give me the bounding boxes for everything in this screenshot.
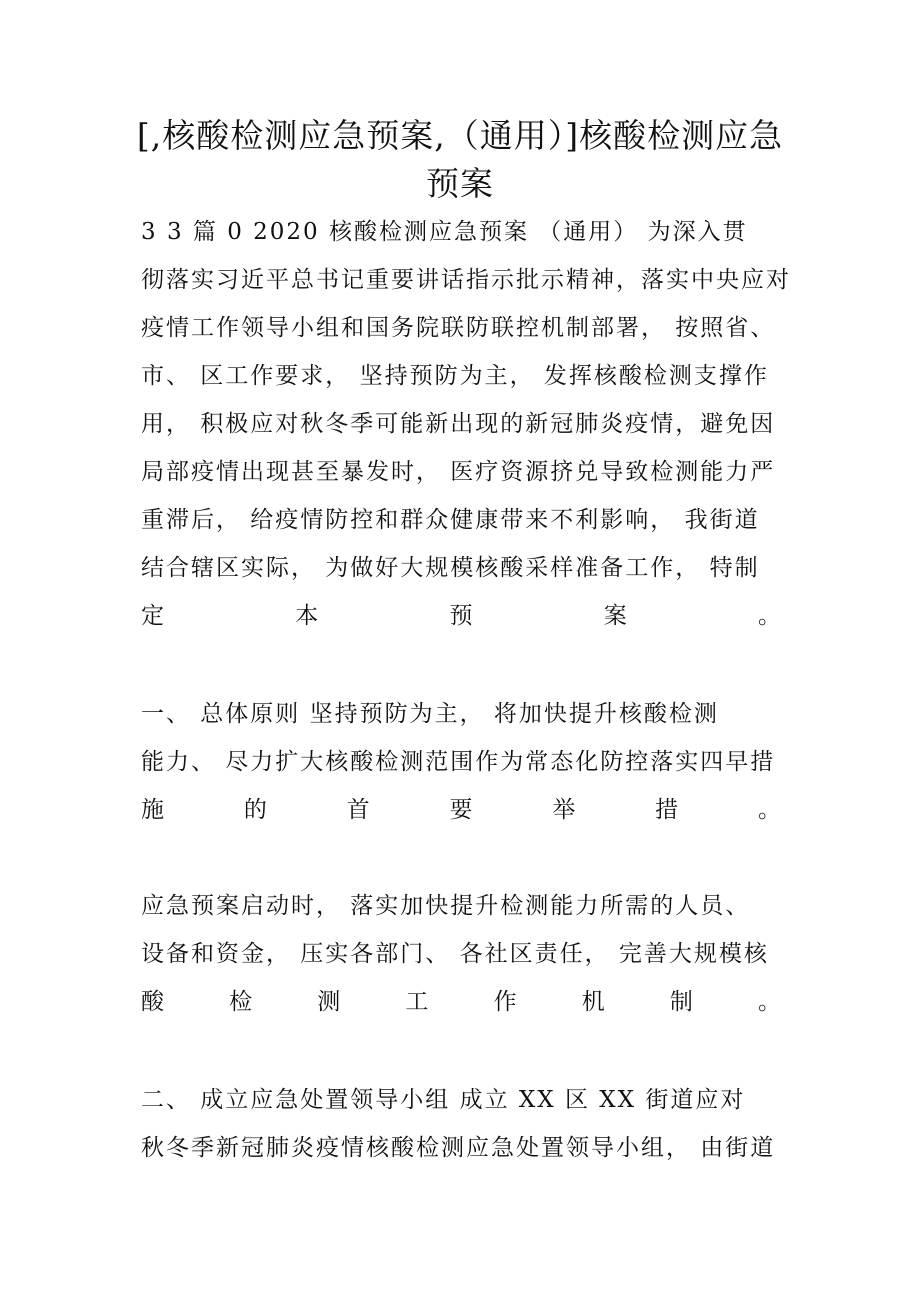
paragraph-line: 重滞后， 给疫情防控和群众健康带来不利影响， 我街道: [141, 507, 760, 533]
paragraph-line: 用， 积极应对秋冬季可能新出现的新冠肺炎疫情，避免因: [141, 411, 776, 437]
word: 定: [141, 603, 164, 629]
word: 案: [603, 603, 627, 629]
paragraph-line: 3 3 篇 0 2020 核酸检测应急预案 （通用） 为深入贯: [141, 219, 748, 245]
paragraph-last-line: [141, 600, 781, 632]
paragraph-line: 局部疫情出现甚至暴发时， 医疗资源挤兑导致检测能力严: [141, 459, 776, 485]
word: 工: [405, 989, 429, 1015]
paragraph-line: 疫情工作领导小组和国务院联防联控机制部署， 按照省、: [141, 315, 776, 341]
word: 措: [655, 797, 679, 823]
word: 本: [295, 603, 319, 629]
section-1-line: 能力、 尽力扩大核酸检测范围作为常态化防控落实四早措: [141, 749, 776, 775]
section-1b-line: 设备和资金， 压实各部门、 各社区责任， 完善大规模核: [141, 941, 769, 967]
section-2-line: 二、 成立应急处置领导小组 成立 XX 区 XX 街道应对: [141, 1087, 746, 1113]
word: 作: [493, 989, 517, 1015]
word: 举: [552, 797, 576, 823]
word: 检: [229, 989, 253, 1015]
word: 首: [346, 797, 370, 823]
section-1b-line: 应急预案启动时， 落实加快提升检测能力所需的人员、: [141, 893, 751, 919]
section-1-last-line: [141, 794, 781, 826]
word: 施: [141, 797, 164, 823]
word: 。: [758, 603, 781, 629]
paragraph-line: 市、 区工作要求， 坚持预防为主， 发挥核酸检测支撑作: [141, 363, 769, 389]
word: 的: [243, 797, 267, 823]
word: 制: [669, 989, 693, 1015]
section-1-line: 一、 总体原则 坚持预防为主， 将加快提升核酸检测: [141, 701, 719, 727]
word: 。: [757, 989, 781, 1015]
section-2-line: 秋冬季新冠肺炎疫情核酸检测应急处置领导小组， 由街道: [141, 1135, 776, 1161]
word: 要: [449, 797, 473, 823]
word: 测: [317, 989, 341, 1015]
word: 机: [581, 989, 605, 1015]
paragraph-line: 结合辖区实际， 为做好大规模核酸采样准备工作， 特制: [141, 555, 760, 581]
document-title-line-1: [,核酸检测应急预案,（通用）]核酸检测应急: [136, 116, 784, 155]
word: 酸: [141, 989, 164, 1015]
document-title-line-2: 预案: [426, 164, 494, 203]
paragraph-line: 彻落实习近平总书记重要讲话指示批示精神，落实中央应对: [141, 267, 791, 293]
word: 预: [449, 603, 473, 629]
section-1b-last-line: [141, 986, 781, 1018]
word: 。: [757, 797, 781, 823]
